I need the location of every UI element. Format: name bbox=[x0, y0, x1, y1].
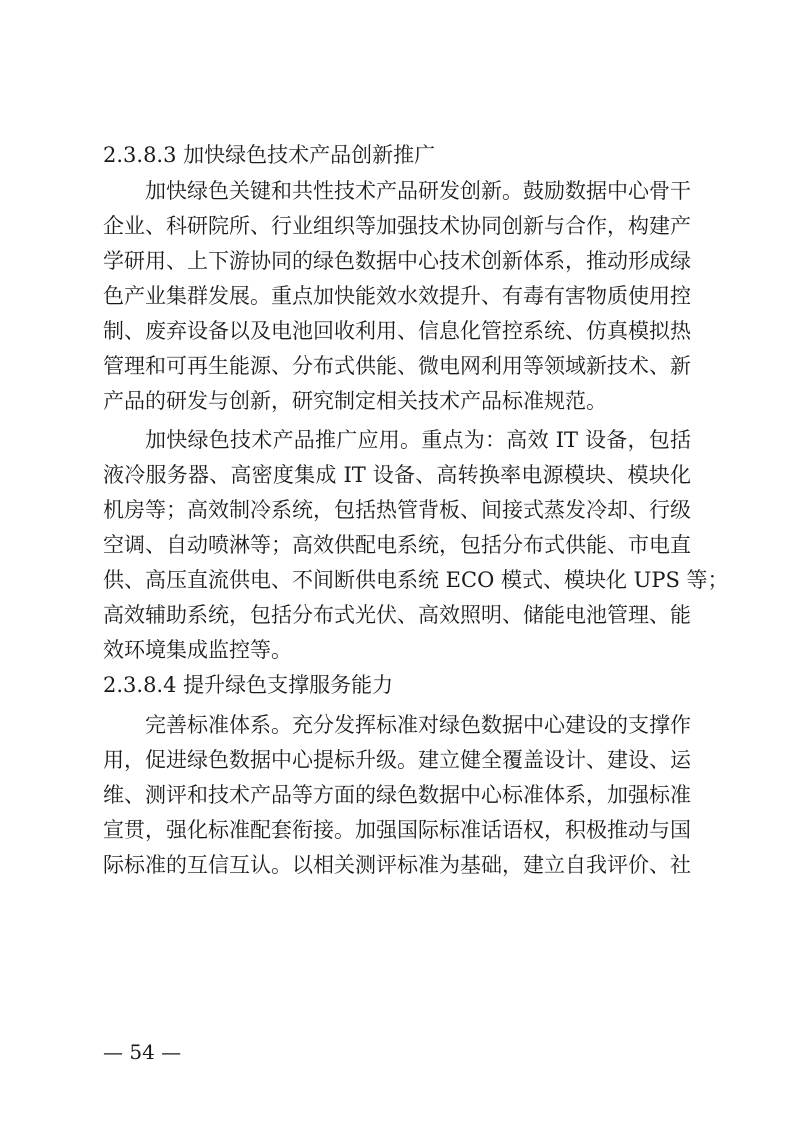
section-heading: 2.3.8.4 提升绿色支撑服务能力 bbox=[103, 673, 394, 697]
paragraph-line: 供、高压直流供电、不间断供电系统 ECO 模式、模块化 UPS 等； bbox=[103, 568, 729, 592]
paragraph-line: 效环境集成监控等。 bbox=[103, 638, 292, 662]
paragraph-line: 用，促进绿色数据中心提标升级。建立健全覆盖设计、建设、运 bbox=[103, 748, 691, 772]
paragraph-line: 宣贯，强化标准配套衔接。加强国际标准话语权，积极推动与国 bbox=[103, 818, 691, 842]
paragraph-line: 学研用、上下游协同的绿色数据中心技术创新体系，推动形成绿 bbox=[103, 249, 691, 273]
paragraph-line: 加快绿色关键和共性技术产品研发创新。鼓励数据中心骨干 bbox=[145, 179, 691, 203]
paragraph-line: 际标准的互信互认。以相关测评标准为基础，建立自我评价、社 bbox=[103, 853, 691, 877]
paragraph-line: 机房等；高效制冷系统，包括热管背板、间接式蒸发冷却、行级 bbox=[103, 498, 691, 522]
paragraph-line: 加快绿色技术产品推广应用。重点为：高效 IT 设备，包括 bbox=[145, 428, 691, 452]
paragraph-line: 完善标准体系。充分发挥标准对绿色数据中心建设的支撑作 bbox=[145, 713, 691, 737]
paragraph-line: 企业、科研院所、行业组织等加强技术协同创新与合作，构建产 bbox=[103, 214, 691, 238]
paragraph-line: 空调、自动喷淋等；高效供配电系统，包括分布式供能、市电直 bbox=[103, 533, 691, 557]
paragraph-line: 维、测评和技术产品等方面的绿色数据中心标准体系，加强标准 bbox=[103, 783, 691, 807]
section-heading: 2.3.8.3 加快绿色技术产品创新推广 bbox=[103, 143, 436, 167]
page-number: — 54 — bbox=[103, 1040, 182, 1064]
paragraph-line: 制、废弃设备以及电池回收利用、信息化管控系统、仿真模拟热 bbox=[103, 319, 691, 343]
paragraph-line: 产品的研发与创新，研究制定相关技术产品标准规范。 bbox=[103, 389, 607, 413]
paragraph-line: 高效辅助系统，包括分布式光伏、高效照明、储能电池管理、能 bbox=[103, 603, 691, 627]
paragraph-line: 液冷服务器、高密度集成 IT 设备、高转换率电源模块、模块化 bbox=[103, 463, 691, 487]
paragraph-line: 管理和可再生能源、分布式供能、微电网利用等领域新技术、新 bbox=[103, 354, 691, 378]
paragraph-line: 色产业集群发展。重点加快能效水效提升、有毒有害物质使用控 bbox=[103, 284, 691, 308]
